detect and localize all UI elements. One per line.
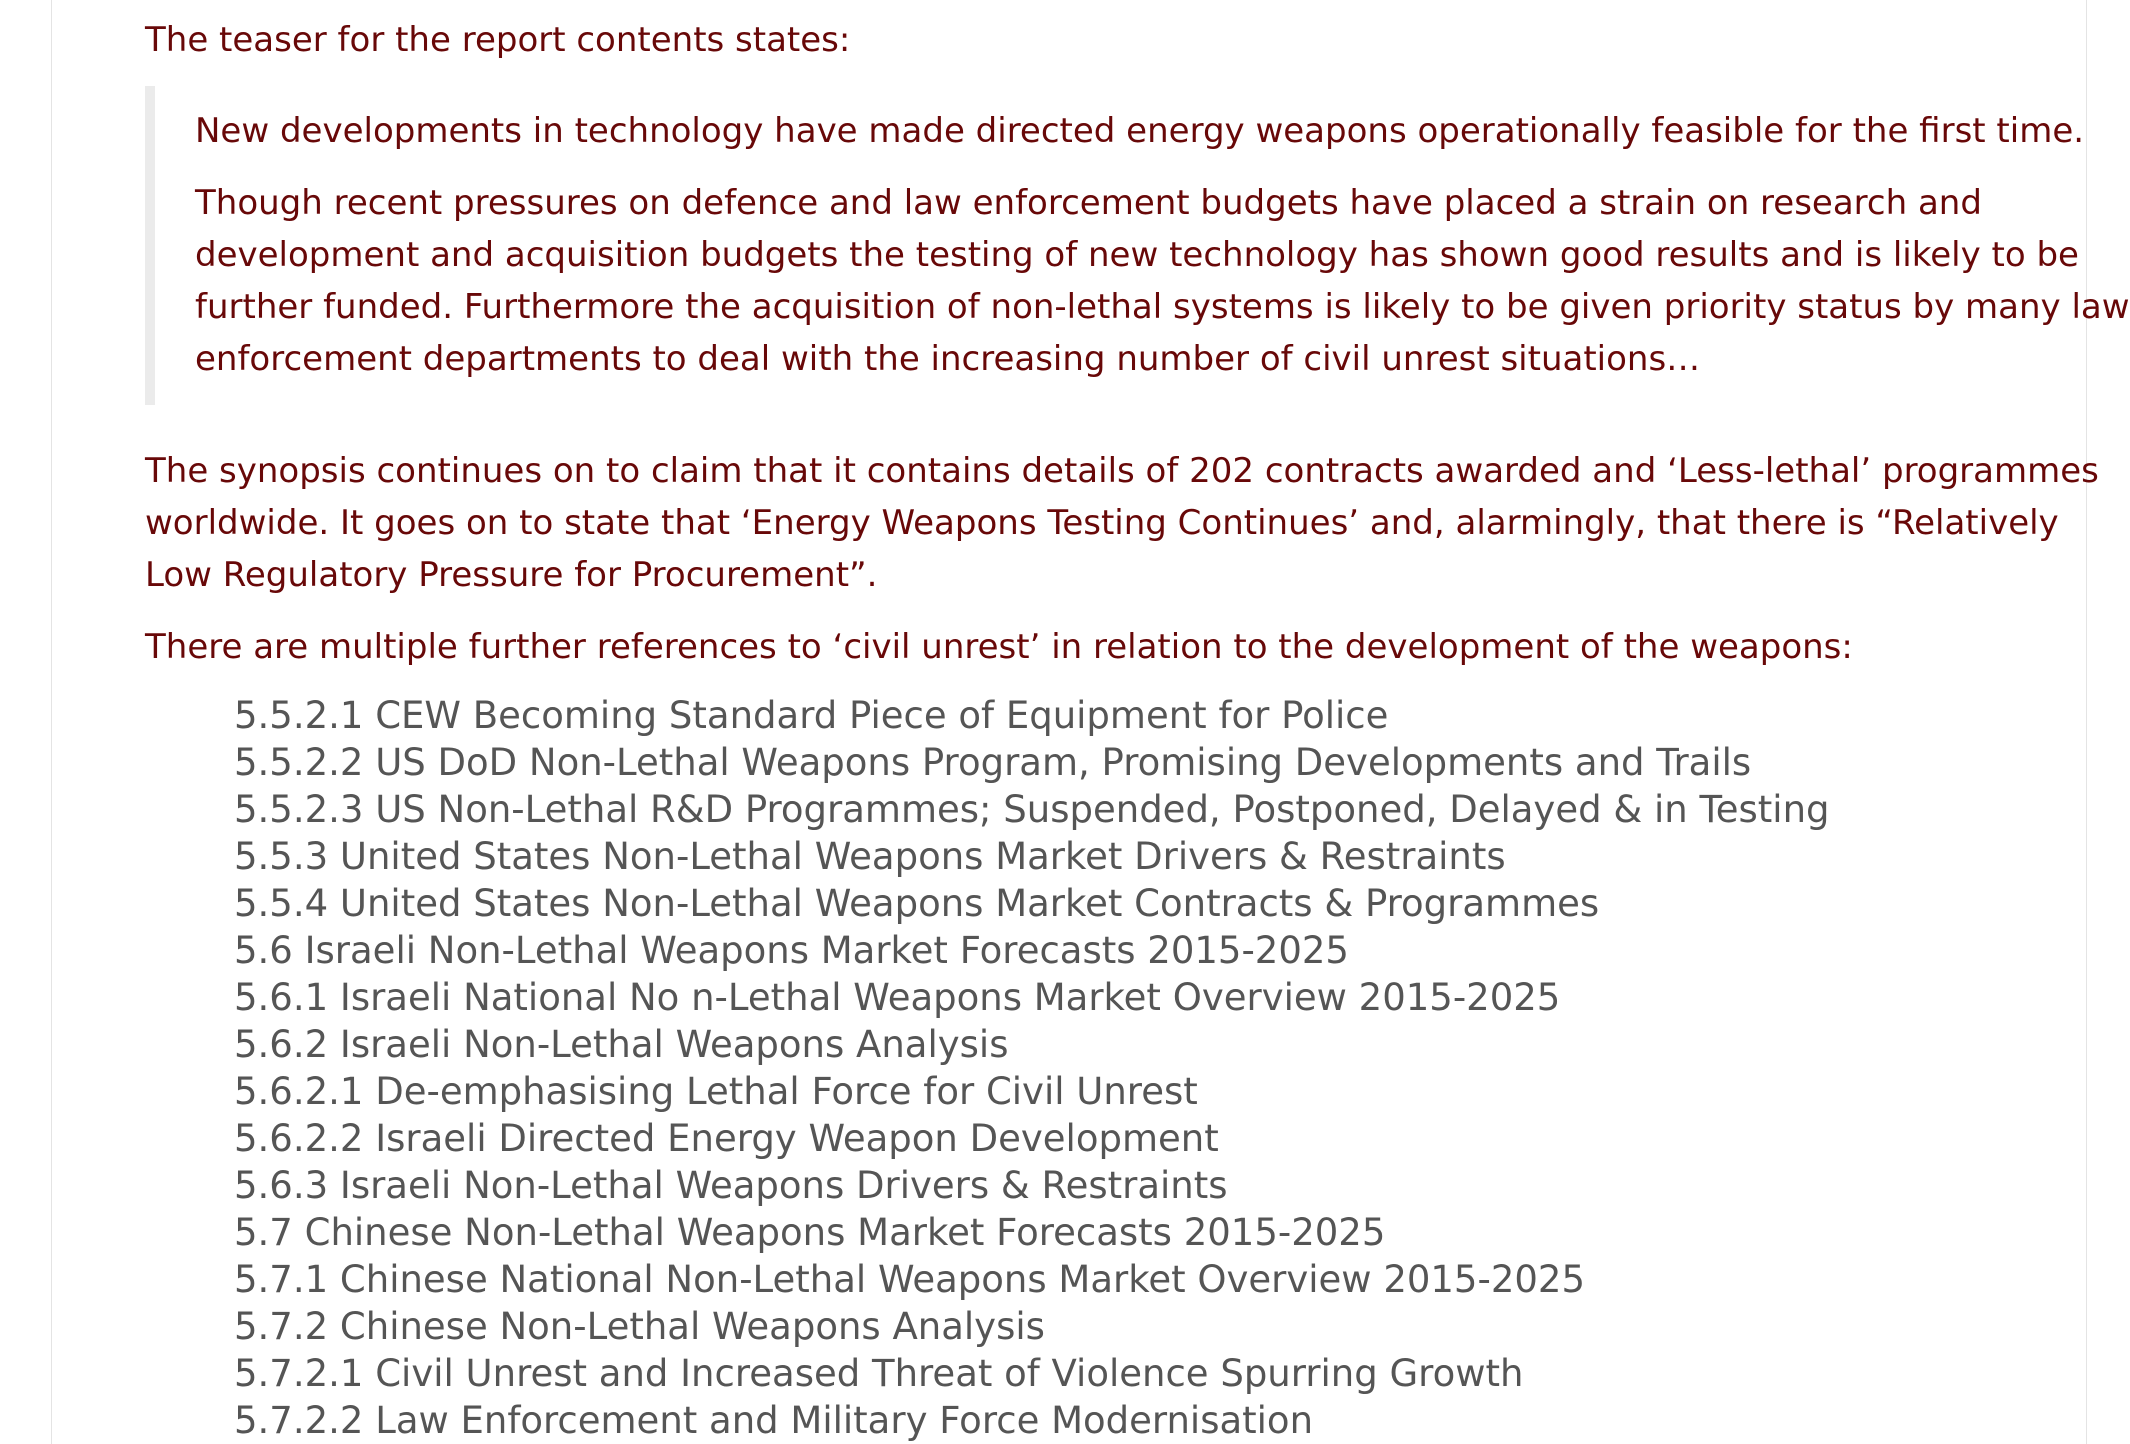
list-item: 5.6.2.2 Israeli Directed Energy Weapon Development	[234, 1117, 1219, 1160]
blockquote	[145, 86, 2130, 405]
list-item: 5.6.2.1 De-emphasising Lethal Force for Civil Unrest	[234, 1070, 1198, 1113]
quote-paragraph-1: New developments in technology have made directed energy weapons operationally feasible for the first time.	[195, 111, 2085, 151]
list-item: 5.6.2 Israeli Non-Lethal Weapons Analysis	[234, 1023, 1009, 1066]
list-item: 5.5.3 United States Non-Lethal Weapons Market Drivers & Restraints	[234, 835, 1506, 878]
list-item: 5.7.1 Chinese National Non-Lethal Weapons Market Overview 2015-2025	[234, 1258, 1585, 1301]
article-panel	[51, 0, 2130, 1444]
quote-paragraph-2: Though recent pressures on defence and law enforcement budgets have placed a strain on research and development and acquisition budgets the testing of new technology has shown good results and is likely to be further funded. Furthermore the acquisition of non-lethal systems is likely to be given priority status by many law enforcement departments to deal with the increasing number of civil unrest situations…	[195, 183, 2130, 379]
list-item: 5.7.2.1 Civil Unrest and Increased Threat of Violence Spurring Growth	[234, 1352, 1524, 1395]
list-item: 5.7 Chinese Non-Lethal Weapons Market Forecasts 2015-2025	[234, 1211, 1386, 1254]
list-item: 5.6.1 Israeli National No n-Lethal Weapons Market Overview 2015-2025	[234, 976, 1561, 1019]
list-item: 5.6.3 Israeli Non-Lethal Weapons Drivers & Restraints	[234, 1164, 1228, 1207]
list-item: 5.5.4 United States Non-Lethal Weapons Market Contracts & Programmes	[234, 882, 1600, 925]
further-references-paragraph: There are multiple further references to ‘civil unrest’ in relation to the development of the weapons:	[145, 627, 1853, 667]
list-item: 5.5.2.1 CEW Becoming Standard Piece of Equipment for Police	[234, 694, 1389, 737]
intro-paragraph: The teaser for the report contents states:	[145, 20, 851, 60]
list-item: 5.6 Israeli Non-Lethal Weapons Market Forecasts 2015-2025	[234, 929, 1349, 972]
contents-list	[234, 692, 1830, 1444]
list-item: 5.7.2 Chinese Non-Lethal Weapons Analysis	[234, 1305, 1045, 1348]
list-item: 5.7.2.2 Law Enforcement and Military Force Modernisation	[234, 1399, 1314, 1442]
list-item: 5.5.2.2 US DoD Non-Lethal Weapons Program, Promising Developments and Trails	[234, 741, 1752, 784]
synopsis-paragraph: The synopsis continues on to claim that it contains details of 202 contracts awarded and ‘Less-lethal’ programmes worldwide. It goes on to state that ‘Energy Weapons Testing Continues’ and, alarmingly, that there is “Relatively Low Regulatory Pressure for Procurement”.	[145, 451, 2099, 595]
list-item: 5.5.2.3 US Non-Lethal R&D Programmes; Suspended, Postponed, Delayed & in Testing	[234, 788, 1830, 831]
